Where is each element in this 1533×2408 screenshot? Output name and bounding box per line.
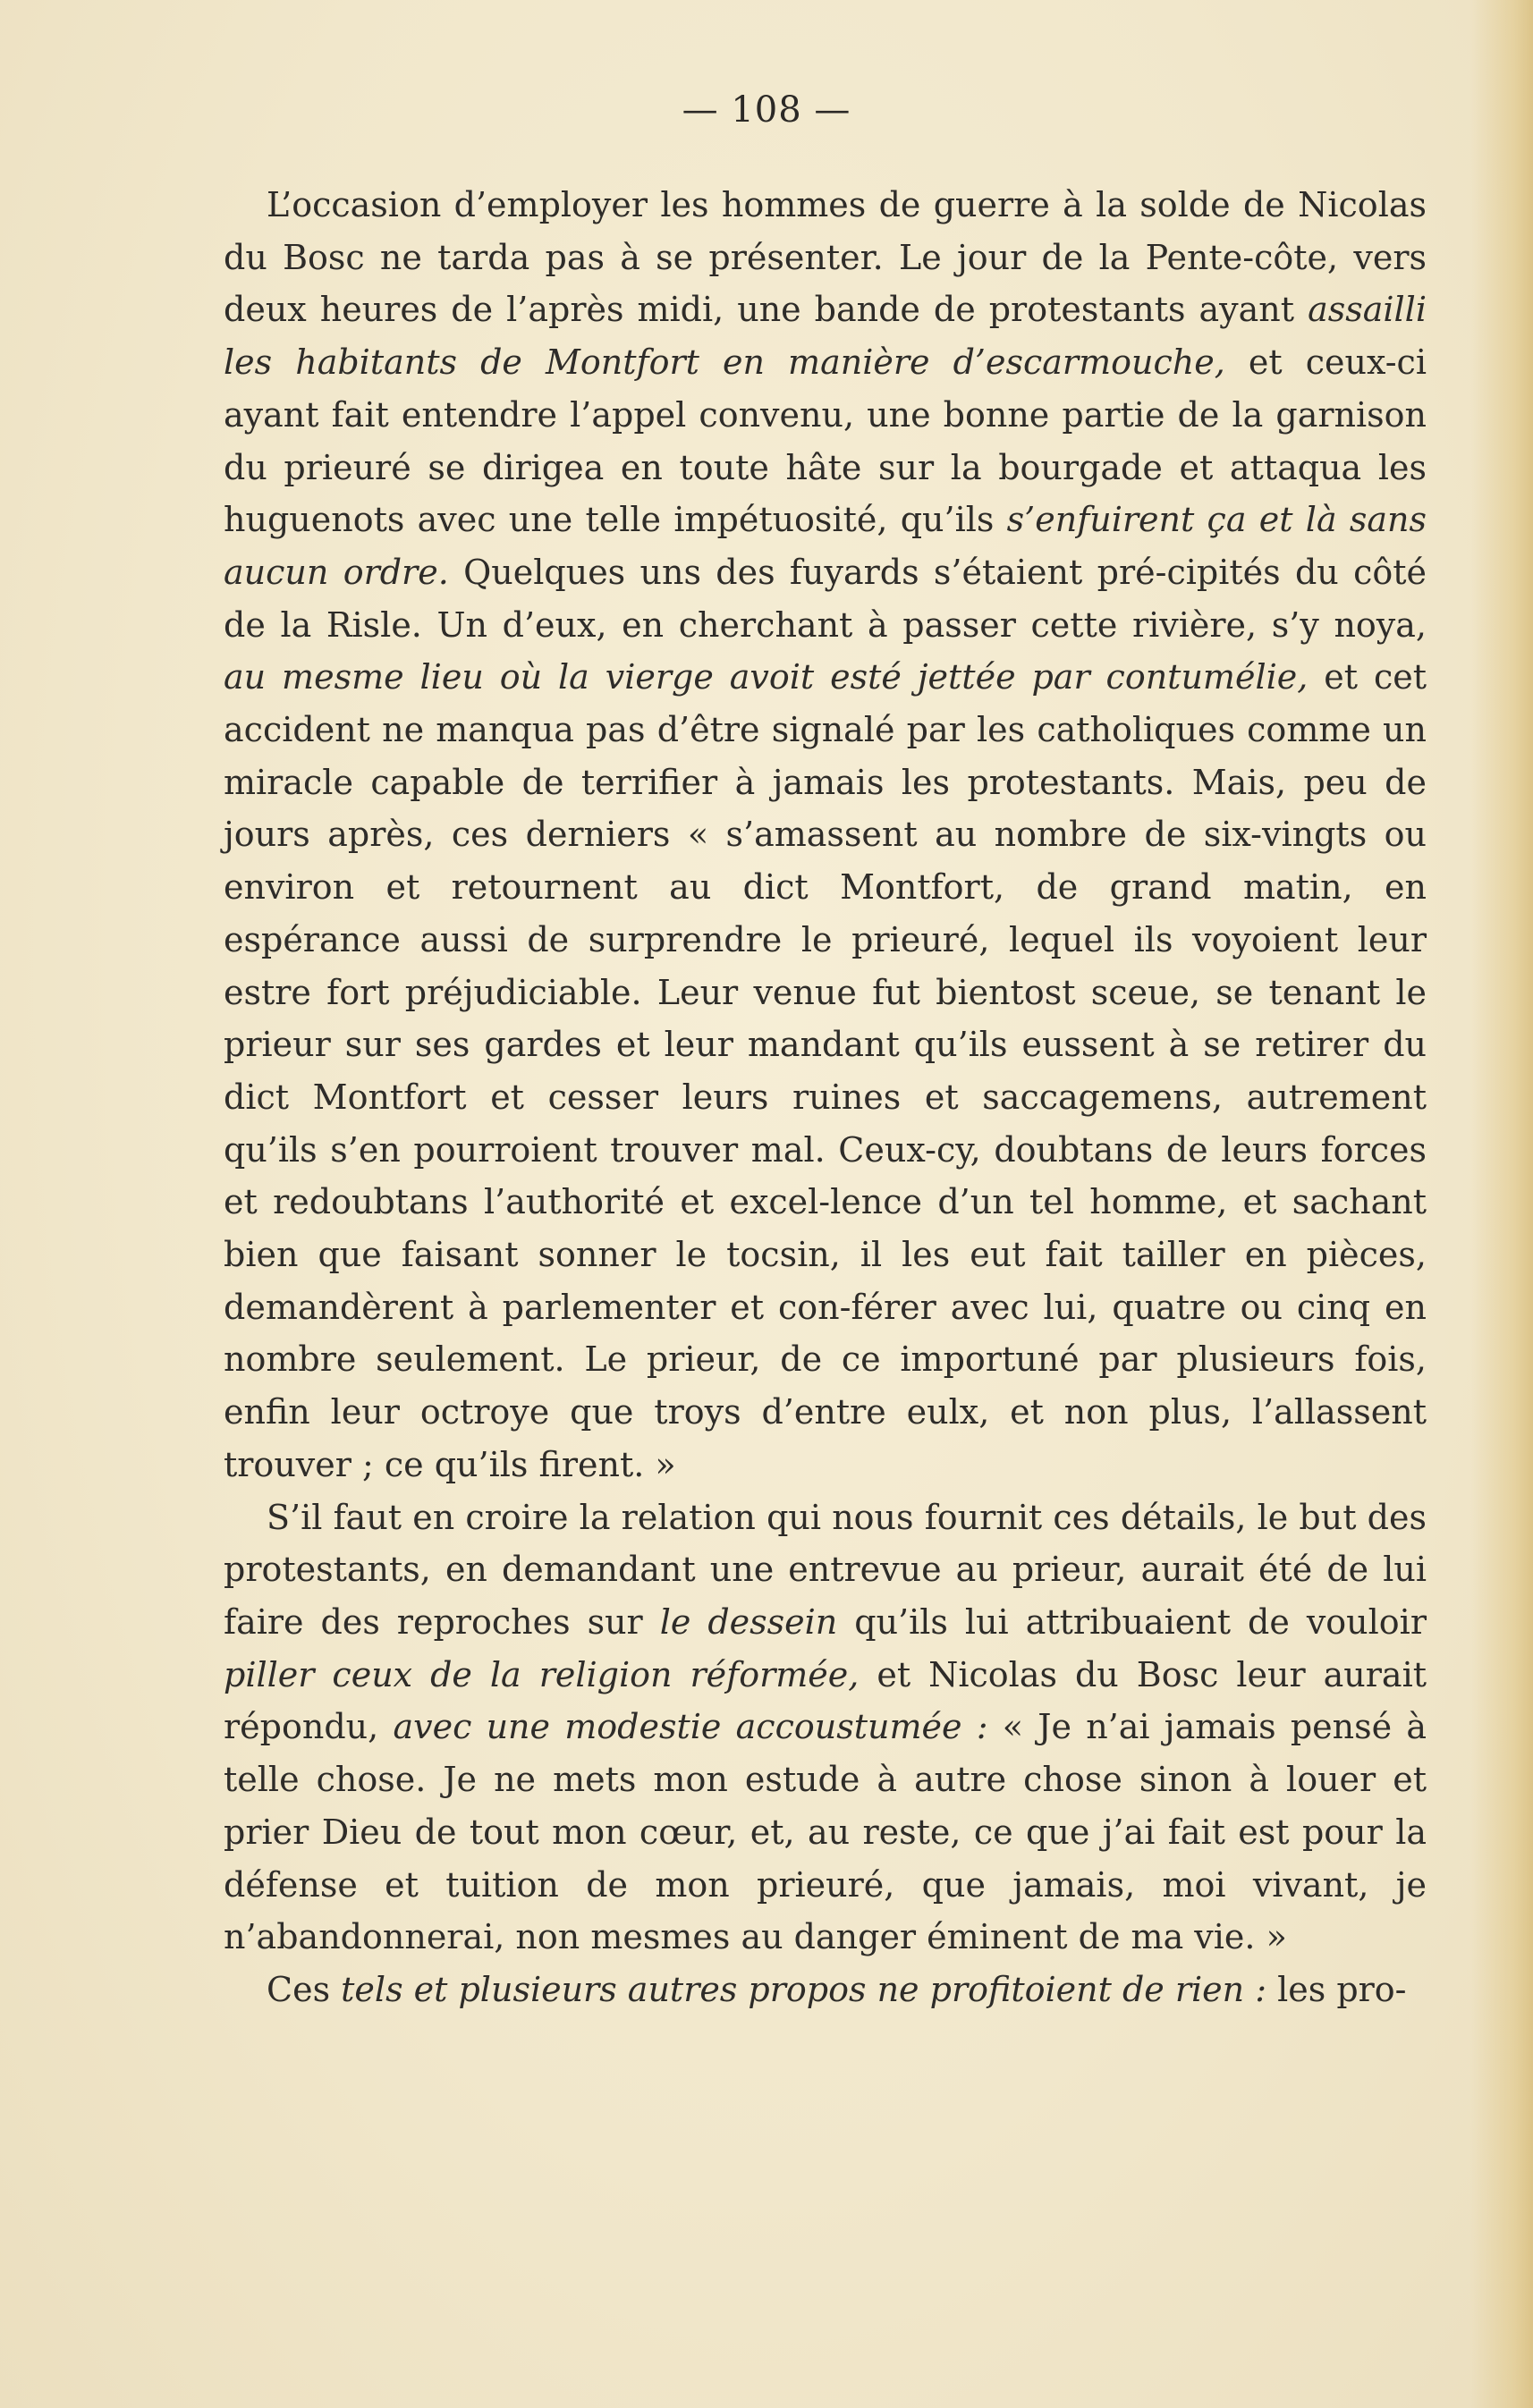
page-edge-shadow: [1470, 0, 1533, 2408]
text-segment: L’occasion d’employer les hommes de guerre à la solde de Nicolas du Bosc ne tarda pas à se présenter. Le jour de la Pente-côte, vers deux heures de l’après midi, une bande de protestants ayant: [224, 185, 1427, 330]
text-segment: Quelques uns des fuyards s’étaient pré-cipités du côté de la Risle. Un d’eux, en cherchant à passer cette rivière, s’y noya,: [224, 552, 1427, 645]
italic-segment: piller ceux de la religion réformée,: [224, 1654, 860, 1694]
text-segment: et ceux-ci ayant fait entendre l’appel convenu, une bonne partie de la garnison du prieuré se dirigea en toute hâte sur la bourgade et attaqua les huguenots avec une telle impétuosité, qu’ils: [224, 342, 1427, 540]
text-segment: qu’ils lui attribuaient de vouloir: [837, 1601, 1427, 1642]
paragraph-1: [224, 179, 1427, 1491]
italic-segment: tels et plusieurs autres propos ne profitoient de rien :: [341, 1969, 1267, 2009]
text-segment: et Nicolas du Bosc leur aurait répondu,: [224, 1654, 1427, 1747]
paragraph-2: [224, 1491, 1427, 1964]
page-number: — 108 —: [682, 89, 851, 131]
paragraph-3: [224, 1964, 1427, 2016]
text-segment: S’il faut en croire la relation qui nous fournit ces détails, le but des protestants, en demandant une entrevue au prieur, aurait été de lui faire des reproches sur: [224, 1497, 1427, 1642]
text-segment: « Je n’ai jamais pensé à telle chose. Je ne mets mon estude à autre chose sinon à louer et prier Dieu de tout mon cœur, et, au reste, ce que j’ai fait est pour la défense et tuition de mon prieuré, que jamais, moi vivant, je n’abandonnerai, non mesmes au danger éminent de ma vie. »: [224, 1707, 1427, 1957]
text-segment: Ces: [267, 1969, 342, 2009]
body-text: [224, 179, 1427, 2016]
italic-segment: au mesme lieu où la vierge avoit esté jettée par contumélie,: [224, 657, 1309, 697]
text-segment: les pro-: [1266, 1969, 1407, 2009]
text-segment: et cet accident ne manqua pas d’être signalé par les catholiques comme un miracle capable de terrifier à jamais les protestants. Mais, peu de jours après, ces derniers « s’amassent au nombre de six-vingts ou environ et retournent au dict Montfort, de grand matin, en espérance aussi de surprendre le prieuré, lequel ils voyoient leur estre fort préjudiciable. Leur venue fut bientost sceue, se tenant le prieur sur ses gardes et leur mandant qu’ils eussent à se retirer du dict Montfort et cesser leurs ruines et saccagemens, autrement qu’ils s’en pourroient trouver mal. Ceux-cy, doubtans de leurs forces et redoubtans l’authorité et excel-lence d’un tel homme, et sachant bien que faisant sonner le tocsin, il les eut fait tailler en pièces, demandèrent à parlementer et con-férer avec lui, quatre ou cinq en nombre seulement. Le prieur, de ce importuné par plusieurs fois, enfin leur octroye que troys d’entre eulx, et non plus, l’allassent trouver ; ce qu’ils firent. »: [224, 657, 1427, 1484]
italic-segment: le dessein: [659, 1601, 838, 1642]
italic-segment: s’enfuirent ça et là sans aucun ordre.: [224, 500, 1427, 592]
italic-segment: avec une modestie accoustumée :: [393, 1707, 988, 1747]
italic-segment: assailli les habitants de Montfort en manière d’escarmouche,: [224, 290, 1427, 383]
